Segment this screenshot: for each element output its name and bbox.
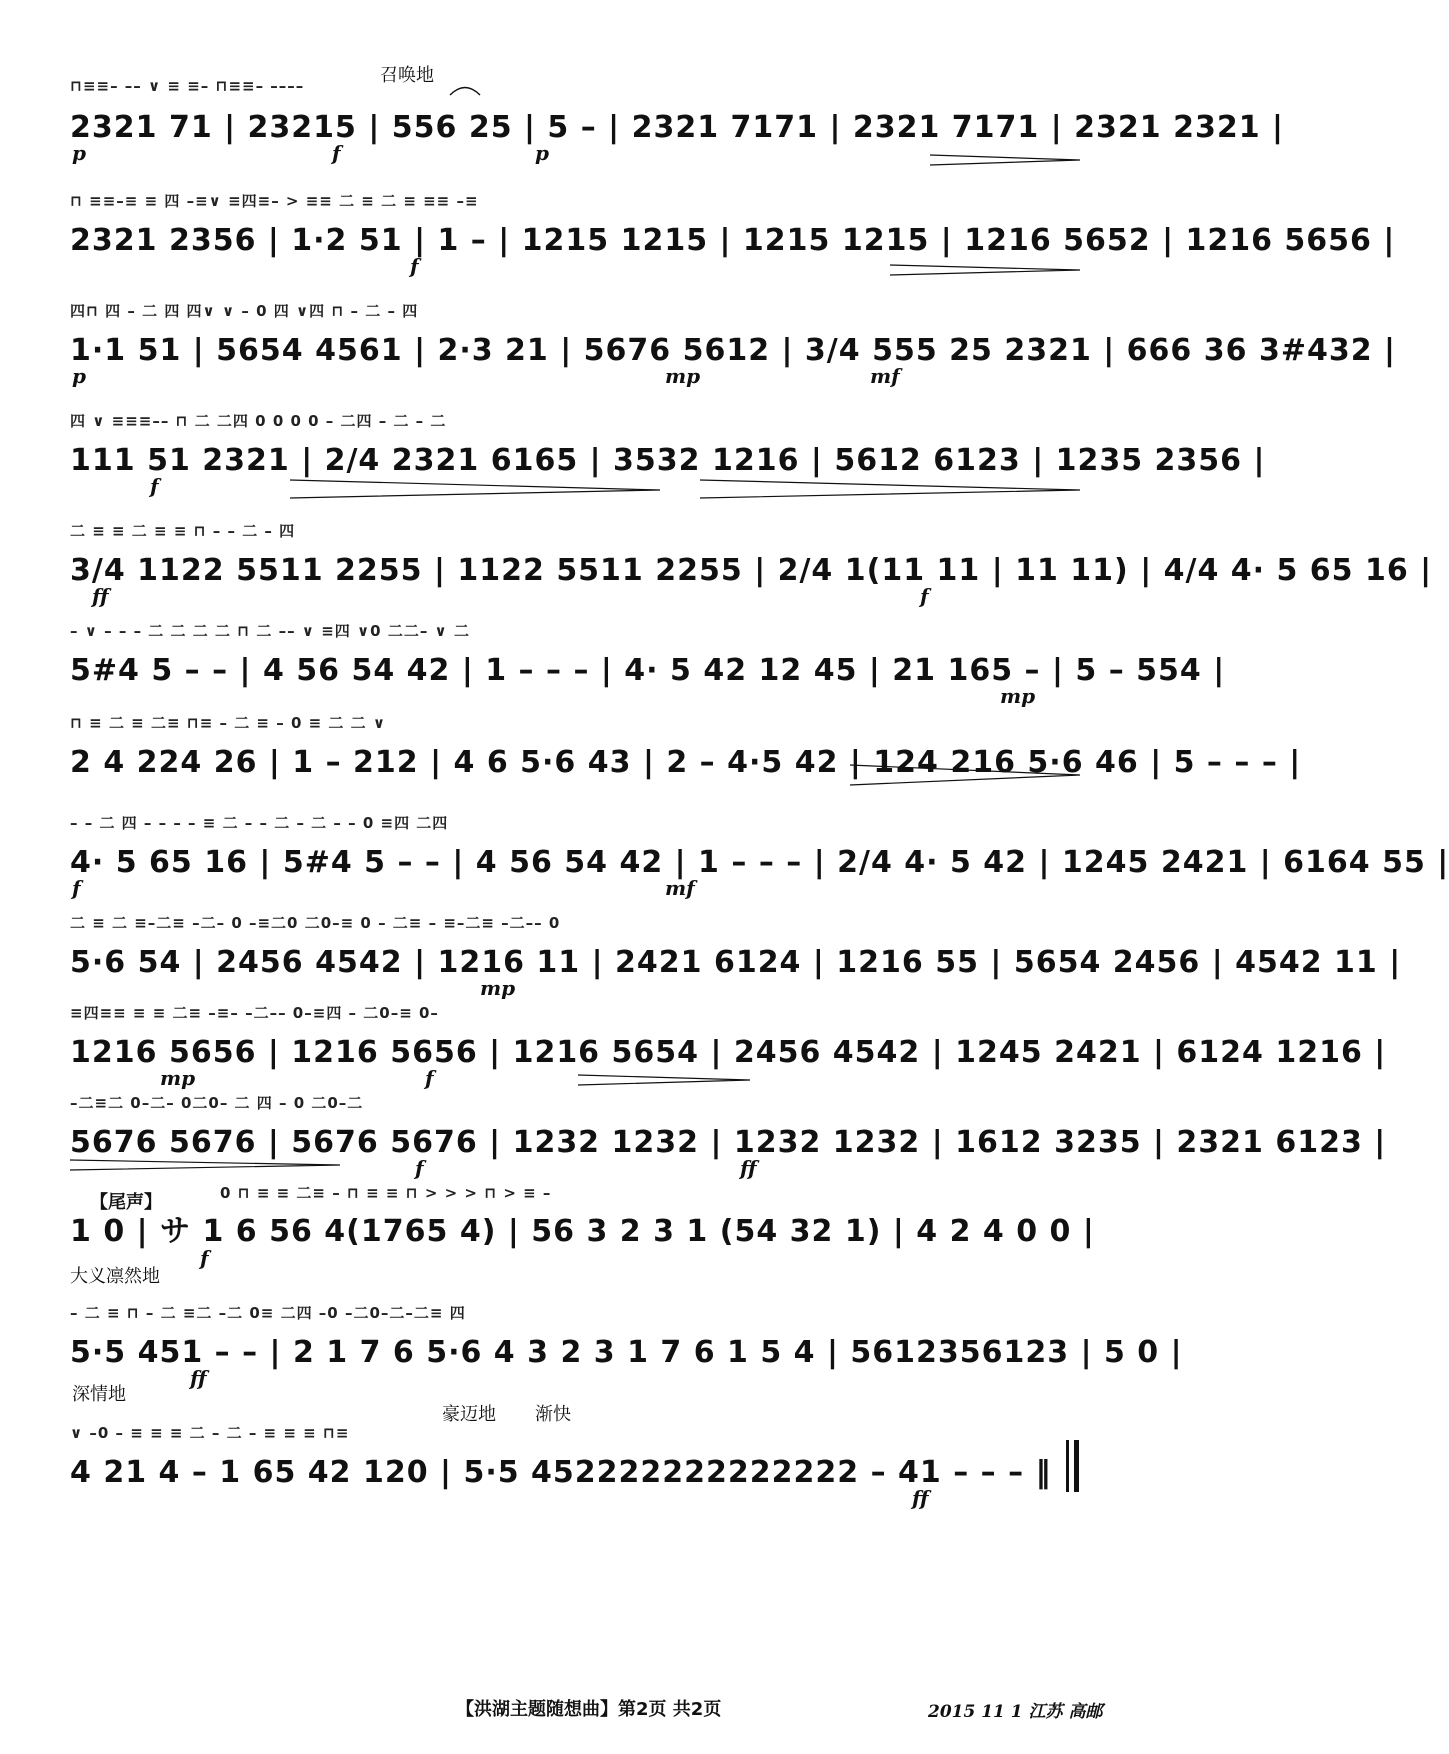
notes-line: 4 21 4 – 1 65 42 120 | 5·5 452222222222222 – 41 – – – ‖ [70,1455,1052,1490]
dynamic-mark: f [920,584,929,608]
fingering-marks: –二≡二 0–二– 0二0– 二 四 – 0 二0–二 [70,1094,364,1112]
expression-shenqing: 深情地 [72,1384,126,1405]
hairpin-crescendo [700,480,1080,498]
fingering-marks: 四 ∨ ≡≡≡–– ⊓ 二 二四 0 0 0 0 – 二四 – 二 – 二 [70,412,447,430]
final-barline-thick [1074,1440,1079,1492]
dynamic-mark: mp [1000,684,1036,708]
notes-line: 2321 71 | 23215 | 556 25 | 5 – | 2321 7171 | 2321 7171 | 2321 2321 | [70,110,1284,145]
expression-zhaohuan: 召唤地 [380,65,434,86]
dynamic-mark: f [72,876,81,900]
notes-line: 5·6 54 | 2456 4542 | 1216 11 | 2421 6124 | 1216 55 | 5654 2456 | 4542 11 | [70,945,1402,980]
dynamic-mark: mp [480,976,516,1000]
dynamic-mark: ff [190,1366,207,1390]
fingering-marks: – 二 ≡ ⊓ – 二 ≡二 –二 0≡ 二四 –0 –二0–二–二≡ 四 [70,1304,466,1322]
notes-line: 1 0 | サ 1 6 56 4(1765 4) | 56 3 2 3 1 (54 32 1) | 4 2 4 0 0 | [70,1214,1095,1249]
dynamic-mark: mf [870,364,900,388]
hairpin-crescendo [70,1160,340,1170]
fingering-marks: ⊓≡≡– –– ∨ ≡ ≡– ⊓≡≡– –––– [70,77,305,95]
dynamic-mark: f [425,1066,434,1090]
dynamic-mark: mp [160,1066,196,1090]
fingering-marks: – – 二 四 – – – – ≡ 二 – – 二 – 二 – – 0 ≡四 二四 [70,814,449,832]
dynamic-mark: ff [740,1156,757,1180]
fingering-marks: ⊓ ≡ 二 ≡ 二≡ ⊓≡ – 二 ≡ – 0 ≡ 二 二 ∨ [70,714,387,732]
fingering-marks: ⊓ ≡≡–≡ ≡ 四 –≡∨ ≡四≡– > ≡≡ 二 ≡ 二 ≡ ≡≡ –≡ [70,192,479,210]
fingering-marks: ∨ –0 – ≡ ≡ ≡ 二 – 二 – ≡ ≡ ≡ ⊓≡ [70,1424,350,1442]
fingering-marks: – ∨ – – – 二 二 二 二 ⊓ 二 –– ∨ ≡四 ∨0 二二– ∨ 二 [70,622,470,640]
notes-line: 1·1 51 | 5654 4561 | 2·3 21 | 5676 5612 | 3/4 555 25 2321 | 666 36 3#432 | [70,333,1396,368]
hairpin-decrescendo [930,155,1080,165]
hairpin-crescendo [890,265,1080,275]
dynamic-mark: ff [912,1486,929,1510]
dynamic-mark: p [72,364,86,388]
fingering-marks: 四⊓ 四 – 二 四 四∨ ∨ – 0 四 ∨四 ⊓ – 二 – 四 [70,302,419,320]
fingering-marks: 二 ≡ 二 ≡–二≡ –二– 0 –≡二0 二0–≡ 0 – 二≡ – ≡–二≡ –二–– 0 [70,914,561,932]
hairpin-decrescendo [850,765,1080,785]
dynamic-mark: f [332,141,341,165]
notes-line: 1216 5656 | 1216 5656 | 1216 5654 | 2456 4542 | 1245 2421 | 6124 1216 | [70,1035,1387,1070]
slur-arc [450,88,480,96]
dynamic-mark: f [410,254,419,278]
coda-label: 【尾声】 [90,1192,162,1213]
final-barline [1066,1440,1069,1492]
dynamic-mark: f [200,1246,209,1270]
notes-line: 2321 2356 | 1·2 51 | 1 – | 1215 1215 | 1215 1215 | 1216 5652 | 1216 5656 | [70,223,1396,258]
fingering-marks: 二 ≡ ≡ 二 ≡ ≡ ⊓ – – 二 – 四 [70,522,296,540]
dynamic-mark: f [150,474,159,498]
notes-line: 2 4 224 26 | 1 – 212 | 4 6 5·6 43 | 2 – 4·5 42 | 124 216 5·6 46 | 5 – – – | [70,745,1302,780]
dynamic-mark: mp [665,364,701,388]
dynamic-mark: p [72,141,86,165]
notes-line: 4· 5 65 16 | 5#4 5 – – | 4 56 54 42 | 1 – – – | 2/4 4· 5 42 | 1245 2421 | 6164 55 | [70,845,1449,880]
notes-line: 111 51 2321 | 2/4 2321 6165 | 3532 1216 | 5612 6123 | 1235 2356 | [70,443,1266,478]
dynamic-mark: ff [92,584,109,608]
expression-jiankuai: 渐快 [535,1404,571,1425]
notes-line: 5#4 5 – – | 4 56 54 42 | 1 – – – | 4· 5 42 12 45 | 21 165 – | 5 – 554 | [70,653,1226,688]
page-footer-title: 【洪湖主题随想曲】第2页 共2页 [456,1699,722,1720]
hairpin-crescendo [290,480,660,498]
notes-line: 3/4 1122 5511 2255 | 1122 5511 2255 | 2/4 1(11 11 | 11 11) | 4/4 4· 5 65 16 | [70,553,1433,588]
fingering-marks: 0 ⊓ ≡ ≡ 二≡ – ⊓ ≡ ≡ ⊓ > > > ⊓ > ≡ – [220,1184,552,1202]
page-footer-date: 2015 11 1 江苏 高邮 [928,1702,1103,1722]
notes-line: 5676 5676 | 5676 5676 | 1232 1232 | 1232 1232 | 1612 3235 | 2321 6123 | [70,1125,1387,1160]
dynamic-mark: mf [665,876,695,900]
dynamic-mark: p [535,141,549,165]
hairpin-crescendo [578,1075,750,1085]
notes-line: 5·5 451 – – | 2 1 7 6 5·6 4 3 2 3 1 7 6 1 5 4 | 5612356123 | 5 0 | [70,1335,1183,1370]
expression-haomai: 豪迈地 [442,1404,496,1425]
fingering-marks: ≡四≡≡ ≡ ≡ 二≡ –≡– –二–– 0–≡四 – 二0–≡ 0– [70,1004,439,1022]
expression-dayi: 大义凛然地 [70,1266,160,1287]
dynamic-mark: f [415,1156,424,1180]
